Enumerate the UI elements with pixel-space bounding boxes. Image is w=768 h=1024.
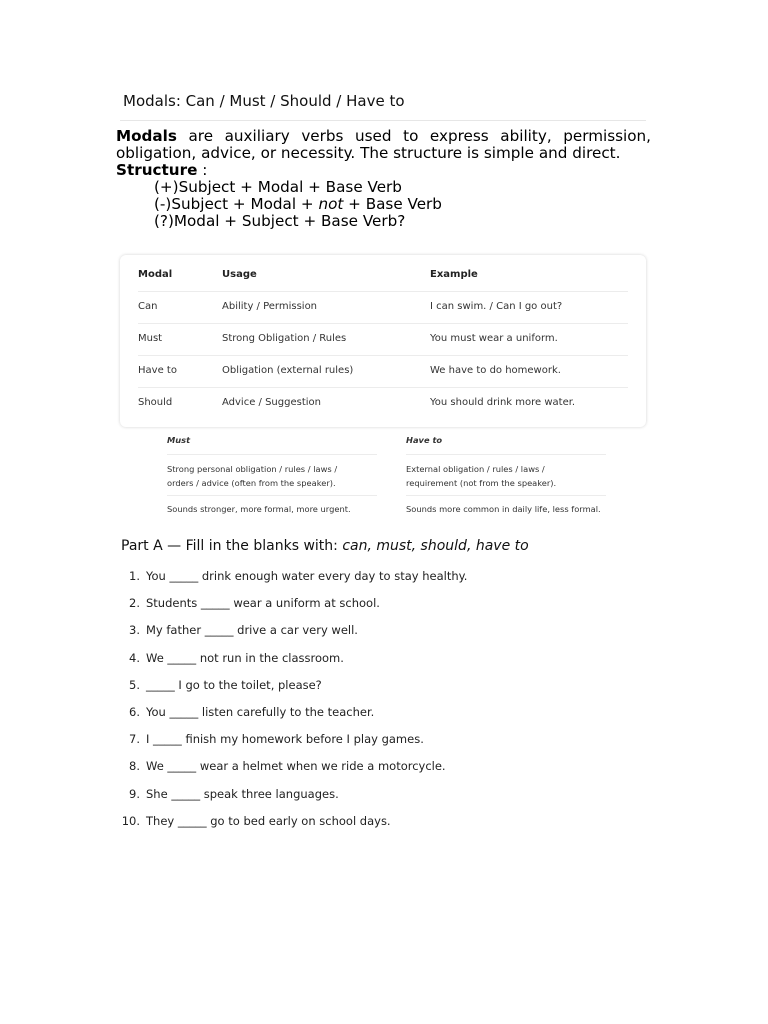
item-text: We _____ not run in the classroom. [146,650,344,665]
part-a-options: can, must, should, have to [342,538,529,554]
structure-label: Structure [116,161,198,179]
must-description-line: Strong personal obligation / rules / laws / [167,464,338,474]
item-text: Students _____ wear a uniform at school. [146,596,380,611]
must-column-header: Must [167,432,377,455]
table-row [138,323,628,356]
have-to-description [406,455,606,496]
table-row [138,355,628,388]
item-number: 3. [129,623,140,638]
part-a-title: Part A — Fill in the blanks with: [121,538,343,554]
list-item [120,756,467,783]
must-comparison-column [167,432,377,516]
usage-cell: Advice / Suggestion [222,397,321,408]
usage-cell: Ability / Permission [222,301,318,312]
modal-cell: Can [138,301,158,312]
must-tone: Sounds stronger, more formal, more urgent. [167,504,351,514]
example-cell: I can swim. / Can I go out? [430,301,563,312]
item-text: My father _____ drive a car very well. [146,623,358,638]
structure-suffix: : [197,161,208,179]
negative-formula-start: (-)Subject + Modal + [154,195,319,213]
table-row [138,387,628,419]
list-item [120,675,467,702]
item-text: They _____ go to bed early on school days. [146,813,391,828]
example-cell: You should drink more water. [430,397,576,408]
modal-cell: Have to [138,365,177,376]
item-number: 7. [129,732,140,747]
header-modal: Modal [138,269,173,280]
page-title: Modals: Can / Must / Should / Have to [123,92,405,110]
item-text: You _____ drink enough water every day to stay healthy. [146,569,468,583]
have-to-description-line: requirement (not from the speaker). [406,478,557,488]
modal-cell: Should [138,397,173,408]
item-number: 1. [129,569,140,583]
question-formula: (?)Modal + Subject + Base Verb? [154,212,406,230]
positive-formula: (+)Subject + Modal + Base Verb [154,178,402,196]
usage-cell: Strong Obligation / Rules [222,333,347,344]
structure-block [116,162,442,230]
must-description [167,455,377,496]
item-number: 10. [121,813,140,828]
have-to-tone: Sounds more common in daily life, less formal. [406,504,601,514]
have-to-column-header: Have to [406,432,606,455]
must-description-line: orders / advice (often from the speaker). [167,478,336,488]
list-item [120,729,467,756]
structure-heading [116,162,442,179]
example-cell: You must wear a uniform. [430,333,558,344]
list-item [120,566,467,593]
list-item [120,811,467,838]
item-number: 6. [129,704,140,719]
list-item [120,620,467,647]
item-number: 5. [129,677,140,692]
negative-formula-not: not [318,195,344,213]
item-text: I _____ finish my homework before I play games. [146,732,424,747]
item-text: We _____ wear a helmet when we ride a motorcycle. [146,759,446,774]
intro-paragraph [116,128,651,162]
modal-cell: Must [138,333,163,344]
negative-formula [116,196,442,213]
item-number: 8. [129,759,140,774]
example-cell: We have to do homework. [430,365,561,376]
table-row [138,291,628,324]
usage-cell: Obligation (external rules) [222,365,354,376]
modal-usage-table [120,255,646,427]
item-number: 2. [129,596,140,611]
item-text: _____ I go to the toilet, please? [146,677,322,692]
intro-text: are auxiliary verbs used to express ability, permission, obligation, advice, or necessity. The structure is simple and direct. [116,127,651,162]
list-item [120,702,467,729]
negative-formula-end: + Base Verb [343,195,442,213]
have-to-comparison-column [406,432,606,516]
item-number: 9. [129,786,140,801]
item-text: She _____ speak three languages. [146,786,339,801]
list-item [120,593,467,620]
item-text: You _____ listen carefully to the teacher. [146,704,375,719]
table-header-row [138,259,628,292]
list-item [120,784,467,811]
exercise-list [120,566,467,838]
have-to-description-line: External obligation / rules / laws / [406,464,545,474]
part-a-heading [121,538,529,554]
header-usage: Usage [222,269,257,280]
header-example: Example [430,269,478,280]
list-item [120,648,467,675]
title-divider [120,120,646,121]
item-number: 4. [129,650,140,665]
intro-term: Modals [116,127,177,145]
